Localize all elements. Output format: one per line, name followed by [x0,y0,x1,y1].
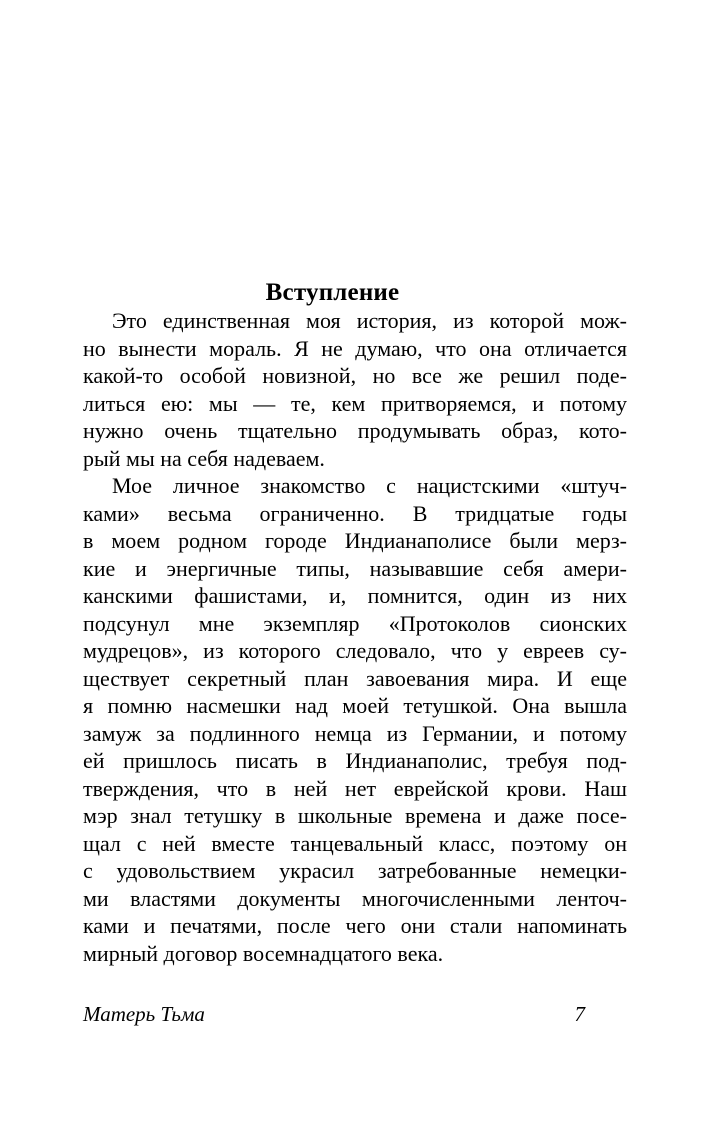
body-text [83,307,627,967]
text-line: кие и энергичные типы, называвшие себя амери- [83,555,627,581]
text-line: ками» весьма ограниченно. В тридцатые годы [83,500,627,526]
text-line: какой-то особой новизной, но все же решил поде- [83,363,627,388]
text-line: ществует секретный план завоевания мира. И еще [83,665,627,691]
text-line: ми властями документы многочисленными ленточ- [83,885,627,911]
page-number: 7 [574,1002,585,1026]
text-line: мудрецов», из которого следовало, что у евреев су- [83,638,627,663]
text-line: ей пришлось писать в Индианаполис, требуя под- [83,748,627,773]
text-line: Это единственная моя история, из которой мож- [112,308,627,333]
text-line: щал с ней вместе танцевальный класс, поэтому он [83,830,627,856]
text-line: я помню насмешки над моей тетушкой. Она вышла [83,693,627,718]
text-line: литься ею: мы — те, кем притворяемся, и потому [83,390,627,416]
text-line: мэр знал тетушку в школьные времена и даже посе- [83,803,627,828]
text-line: нужно очень тщательно продумывать образ, кото- [83,418,627,443]
text-line: с удовольствием украсил затребованные немецки- [83,858,627,883]
text-line: рый мы на себя надеваем. [83,445,325,471]
text-line: в моем родном городе Индианаполисе были мерз- [83,528,627,553]
text-line: замуж за подлинного немца из Германии, и потому [83,720,627,746]
text-line: канскими фашистами, и, помнится, один из них [83,583,627,608]
text-line: ками и печатями, после чего они стали напоминать [83,913,627,938]
text-line: мирный договор восемнадцатого века. [83,940,444,966]
text-line: Мое личное знакомство с нацистскими «штуч- [112,473,627,498]
running-book-title: Матерь Тьма [83,1002,205,1026]
text-line: тверждения, что в ней нет еврейской крови. Наш [83,775,627,801]
text-line: подсунул мне экземпляр «Протоколов сионских [83,610,627,636]
page-footer [83,1001,627,1029]
chapter-title: Вступление [265,278,400,306]
text-line: но вынести мораль. Я не думаю, что она отличается [83,335,627,361]
